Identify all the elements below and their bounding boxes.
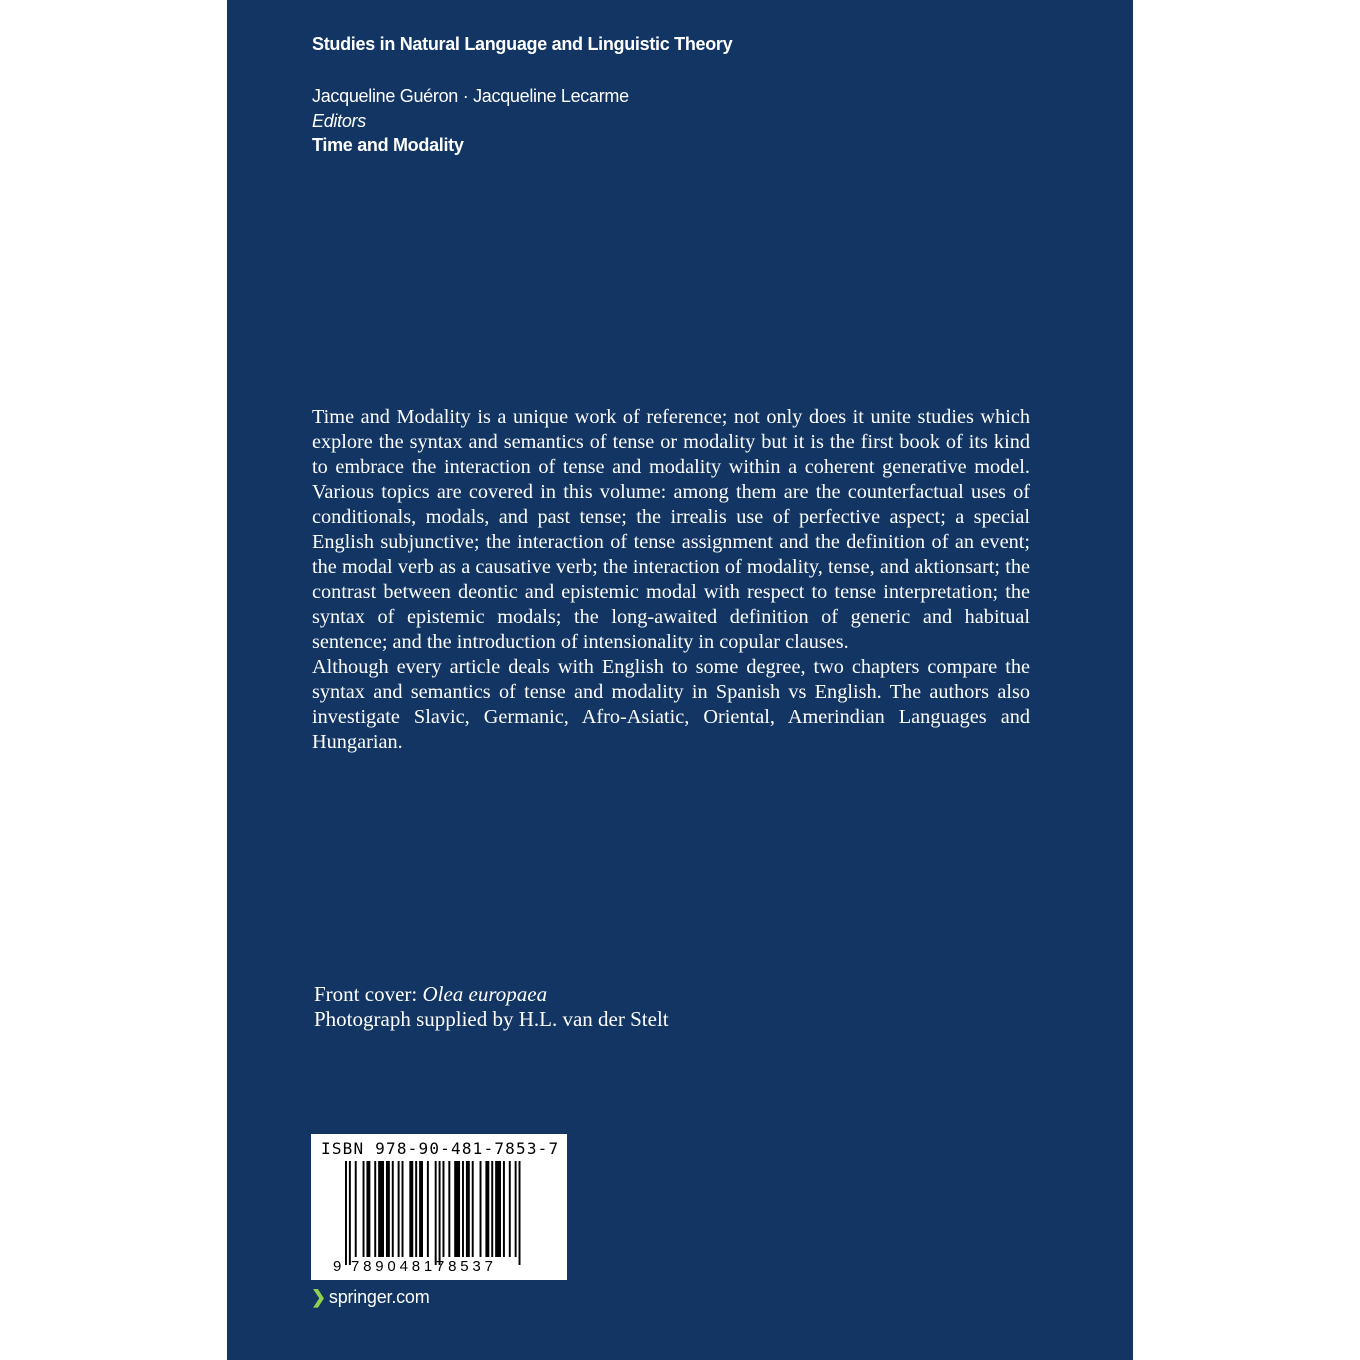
barcode-bar [349,1161,351,1265]
photo-credit: Photograph supplied by H.L. van der Stelt [314,1007,669,1031]
barcode-bars [345,1161,535,1271]
image-credits [314,982,669,1032]
editors-role: Editors [312,110,366,131]
barcode-bar [374,1161,376,1257]
barcode-bar [480,1161,482,1257]
front-cover-label: Front cover: [314,982,423,1006]
barcode-bar [398,1161,400,1257]
book-title: Time and Modality [312,135,464,155]
chevron-right-icon: ❯ [311,1287,326,1307]
back-cover [227,0,1133,1360]
barcode-bar [466,1161,470,1257]
barcode-bar [448,1161,450,1257]
barcode-bar [345,1161,347,1265]
barcode-bar [419,1161,423,1257]
barcode-bar [462,1161,464,1257]
isbn-barcode [311,1134,567,1280]
barcode-bar [402,1161,404,1257]
barcode-bar [366,1161,370,1257]
description-paragraph-1: Time and Modality is a unique work of reference; not only does it unite studies which explore the syntax and semantics of tense or modality but it is the first book of its kind to embrace the interaction of tense and modality within a coherent generative model. Various topics are covered in this volume: among them are the counterfactual uses of conditionals, modals, and past tense; the irrealis use of perfective aspect; a special English subjunctive; the interaction of tense assignment and the definition of an event; the modal verb as a causative verb; the interaction of modality, tense, and aktionsart; the contrast between deontic and epistemic modal with respect to tense interpretation; the syntax of epistemic modals; the long-awaited definition of generic and habitual sentence; and the introduction of intensionality in copular clauses. [312,406,1030,653]
barcode-bar [409,1161,413,1257]
publisher-url: springer.com [328,1287,430,1307]
publisher-link[interactable] [311,1287,430,1308]
book-description [312,405,1030,755]
ean-first-digit: 9 [333,1258,342,1275]
barcode-bar [435,1161,437,1265]
barcode-bar [495,1161,501,1257]
editor-names: Jacqueline Guéron · Jacqueline Lecarme [312,86,629,106]
editors-block [312,84,629,158]
barcode-bar [415,1161,417,1257]
barcode-bar [378,1161,384,1257]
front-cover-credit [314,982,669,1007]
barcode-bar [392,1161,394,1257]
barcode-bar [491,1161,493,1257]
description-paragraph-2: Although every article deals with English to some degree, two chapters compare the syntax and semantics of tense and modality in Spanish vs English. The authors also investigate Slavic, Germanic, Afro-Asiatic, Oriental, Amerindian Languages and Hungarian. [312,656,1030,753]
isbn-label: ISBN 978-90-481-7853-7 [321,1139,560,1158]
barcode-bar [355,1161,357,1257]
barcode-bar [363,1161,365,1257]
barcode-bar [386,1161,390,1257]
barcode-bar [519,1161,521,1265]
barcode-bar [509,1161,511,1257]
barcode-bar [485,1161,489,1257]
barcode-bar [454,1161,460,1257]
barcode-bar [472,1161,474,1257]
ean-remaining-digits: 789048178537 [351,1258,497,1275]
barcode-bar [427,1161,429,1257]
barcode-bar [503,1161,505,1257]
series-title: Studies in Natural Language and Linguistic Theory [312,34,733,54]
front-cover-species: Olea europaea [422,982,548,1006]
barcode-bar [515,1161,517,1257]
barcode-bar [443,1161,445,1257]
barcode-bar [439,1161,441,1265]
